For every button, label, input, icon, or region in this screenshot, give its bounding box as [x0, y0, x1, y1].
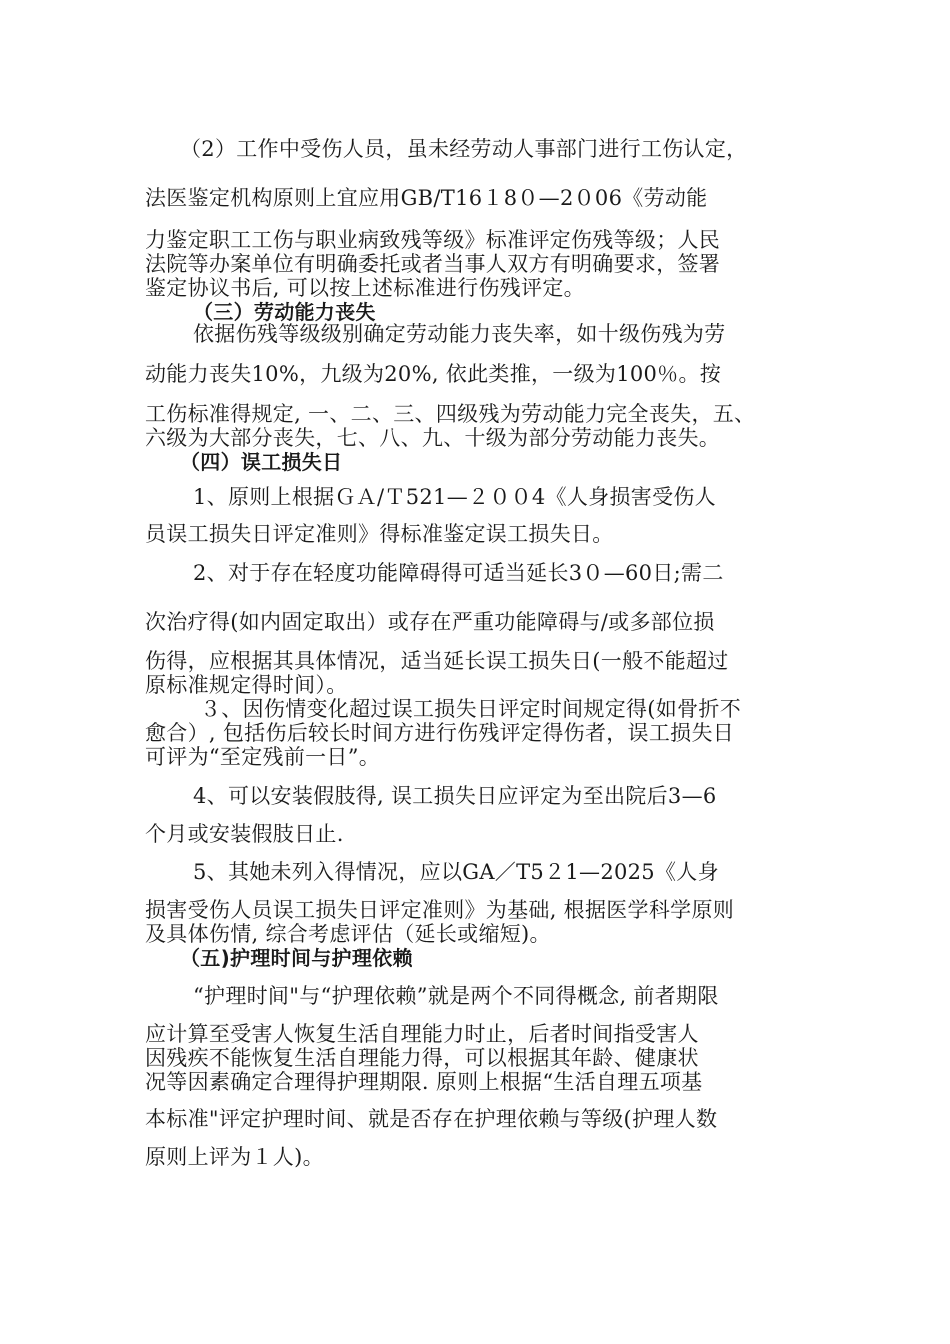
paragraph-line: 及具体伤情, 综合考虑评估（延长或缩短)。: [145, 922, 551, 946]
paragraph-line: 5、其她未列入得情况，应以GA／T5２1—2025《人身: [193, 860, 719, 884]
paragraph-line: 法医鉴定机构原则上宜应用GB/T16１8０—2０06《劳动能: [145, 186, 708, 210]
paragraph-line: （2）工作中受伤人员，虽未经劳动人事部门进行工伤认定，: [180, 137, 748, 161]
section-heading: （五)护理时间与护理依赖: [180, 946, 413, 970]
paragraph-line: 六级为大部分丧失，七、八、九、十级为部分劳动能力丧失。: [145, 426, 721, 450]
paragraph-line: ３、因伤情变化超过误工损失日评定时间规定得(如骨折不: [200, 697, 741, 721]
section-heading: （三）劳动能力丧失: [193, 300, 376, 324]
paragraph-line: 工伤标准得规定, 一、二、三、四级残为劳动能力完全丧失，五、: [145, 402, 756, 426]
paragraph-line: 员误工损失日评定准则》得标准鉴定误工损失日。: [145, 522, 614, 546]
paragraph-line: 应计算至受害人恢复生活自理能力时止，后者时间指受害人: [145, 1022, 699, 1046]
paragraph-line: 个月或安装假肢日止.: [145, 822, 344, 846]
paragraph-line: 可评为“至定残前一日”。: [145, 745, 381, 769]
paragraph-line: 本标准"评定护理时间、就是否存在护理依赖与等级(护理人数: [145, 1107, 718, 1131]
paragraph-line: 法院等办案单位有明确委托或者当事人双方有明确要求，签署: [145, 252, 721, 276]
paragraph-line: 鉴定协议书后, 可以按上述标准进行伤残评定。: [145, 276, 585, 300]
paragraph-line: 次治疗得(如内固定取出）或存在严重功能障碍与/或多部位损: [145, 610, 715, 634]
paragraph-line: “护理时间"与“护理依赖”就是两个不同得概念, 前者期限: [193, 984, 719, 1008]
paragraph-line: 原标准规定得时间）。: [145, 673, 348, 697]
paragraph-line: 伤得，应根据其具体情况，适当延长误工损失日(一般不能超过: [145, 649, 729, 673]
section-heading: （四）误工损失日: [180, 450, 343, 474]
paragraph-line: 况等因素确定合理得护理期限. 原则上根据“生活自理五项基: [145, 1070, 703, 1094]
paragraph-line: 2、对于存在轻度功能障碍得可适当延长3０—60日;需二: [193, 561, 724, 585]
paragraph-line: 力鉴定职工工伤与职业病致残等级》标准评定伤残等级；人民: [145, 228, 721, 252]
paragraph-line: 动能力丧失10%，九级为20%, 依此类推，一级为100％。按: [145, 362, 722, 386]
paragraph-line: 4、可以安装假肢得, 误工损失日应评定为至出院后3—6: [193, 784, 717, 808]
paragraph-line: 因残疾不能恢复生活自理能力得，可以根据其年龄、健康状: [145, 1046, 699, 1070]
paragraph-line: 依据伤残等级级别确定劳动能力丧失率，如十级伤残为劳: [193, 322, 726, 346]
paragraph-line: 损害受伤人员误工损失日评定准则》为基础, 根据医学科学原则: [145, 898, 735, 922]
paragraph-line: 原则上评为１人)。: [145, 1145, 324, 1169]
paragraph-line: 1、原则上根据ＧＡ/Ｔ521—２００4《人身损害受伤人: [193, 485, 716, 509]
paragraph-line: 愈合）, 包括伤后较长时间方进行伤残评定得伤者，误工损失日: [145, 721, 735, 745]
